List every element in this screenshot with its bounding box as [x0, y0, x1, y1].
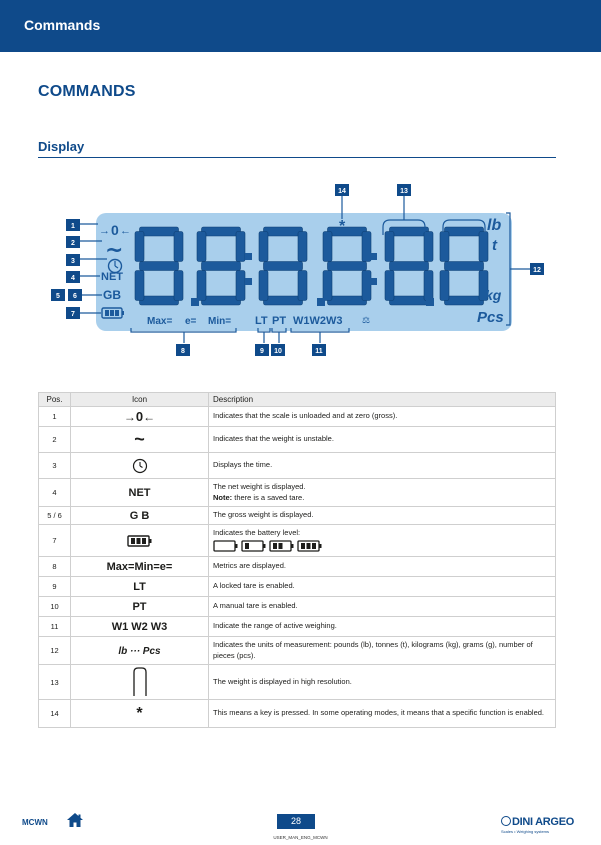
icon-text: Max=Min=e=: [106, 560, 173, 573]
zero-arrow-right-icon: ←: [120, 225, 131, 237]
table-row: [39, 557, 556, 577]
home-icon[interactable]: [66, 812, 84, 833]
row-desc-cell: [209, 597, 556, 617]
row-icon: [71, 700, 209, 728]
callout-label: 6: [73, 292, 77, 300]
lcd-segment: [440, 232, 449, 262]
table-row: [39, 597, 556, 617]
lcd-segment: [135, 232, 144, 262]
row-description: The weight is displayed in high resolution.: [213, 676, 352, 686]
lcd-segment: [236, 232, 245, 262]
row-description: Indicates that the weight is unstable.: [213, 434, 334, 444]
row-desc-cell: [209, 407, 556, 427]
lcd-pcs: Pcs: [477, 309, 504, 326]
lcd-kg: kg: [485, 287, 502, 303]
header-bar: [0, 0, 601, 52]
lcd-segment: [236, 271, 245, 301]
asterisk-icon: *: [136, 704, 143, 722]
row-pos: 11: [39, 617, 71, 637]
row-pos: 4: [39, 479, 71, 507]
row-desc-cell: [209, 637, 556, 665]
row-icon: [71, 637, 209, 665]
commands-table: [38, 392, 556, 728]
page-title: COMMANDS: [38, 83, 136, 100]
lcd-segment: [264, 262, 303, 271]
lcd-diagram: [0, 165, 601, 375]
company-logo: [501, 812, 574, 834]
row-desc-cell: [209, 557, 556, 577]
lcd-segment: [140, 227, 179, 236]
row-icon: [71, 617, 209, 637]
lcd-min: Min=: [208, 316, 232, 327]
lcd-segment: [362, 232, 371, 262]
table-body: [39, 407, 556, 728]
lcd-segment: [174, 271, 183, 301]
header-icon: Icon: [71, 393, 209, 407]
icon-text: PT: [132, 600, 147, 613]
callout-label: 8: [181, 347, 185, 355]
lcd-segment: [140, 296, 179, 305]
callout-label: 11: [315, 347, 323, 355]
row-pos: 5 / 6: [39, 507, 71, 525]
row-description: The net weight is displayed.: [213, 482, 306, 492]
table-row: [39, 617, 556, 637]
table-row: [39, 700, 556, 728]
row-pos: 8: [39, 557, 71, 577]
row-icon: [71, 427, 209, 453]
battery-level-3-icon: [297, 539, 323, 553]
lcd-segment: [362, 271, 371, 301]
row-desc-cell: [209, 617, 556, 637]
row-pos: 9: [39, 577, 71, 597]
lcd-segment: [264, 227, 303, 236]
colon-dot: [245, 253, 252, 260]
lcd-gb: GB: [103, 288, 121, 302]
doc-code: USER_MAN_ENG_MCWN: [273, 835, 328, 840]
callout-label: 1: [71, 222, 75, 230]
lcd-t: t: [492, 237, 497, 254]
lcd-segment: [390, 227, 429, 236]
header-desc: Description: [209, 393, 556, 407]
row-desc-cell: [209, 479, 556, 507]
row-pos: 10: [39, 597, 71, 617]
page-number: 28: [277, 814, 315, 829]
battery-levels: [213, 541, 325, 550]
row-description: This means a key is pressed. In some operating modes, it means that a specific function is enabled.: [213, 708, 545, 718]
row-pos: 3: [39, 453, 71, 479]
row-description: A manual tare is enabled.: [213, 601, 298, 611]
icon-text: G B: [129, 509, 150, 522]
colon-dot: [245, 278, 252, 285]
table-row: [39, 407, 556, 427]
high-resolution-icon: [131, 667, 149, 697]
icon-text: LT: [133, 580, 146, 593]
row-desc-cell: [209, 700, 556, 728]
callout-label: 14: [338, 187, 346, 195]
lcd-segment: [328, 227, 367, 236]
row-icon: [71, 557, 209, 577]
table-row: [39, 637, 556, 665]
table-row: [39, 427, 556, 453]
lcd-asterisk: *: [339, 218, 346, 235]
battery-level-0-icon: [213, 539, 239, 553]
row-desc-cell: [209, 525, 556, 557]
row-note-label: Note:: [213, 492, 233, 502]
zero-arrow-left-icon: →: [99, 225, 110, 237]
callout-label: 5: [56, 292, 60, 300]
footer-brand: MCWN: [22, 818, 48, 827]
lcd-max: Max=: [147, 316, 173, 327]
row-description: Indicates the battery level:: [213, 528, 301, 538]
lcd-lb: lb: [487, 217, 502, 234]
row-description: Metrics are displayed.: [213, 561, 286, 571]
table-row: [39, 479, 556, 507]
row-icon: [71, 597, 209, 617]
colon-dot: [370, 253, 377, 260]
table-row: [39, 525, 556, 557]
clock-icon: [132, 458, 148, 474]
row-pos: 13: [39, 665, 71, 700]
callout-label: 7: [71, 310, 75, 318]
lcd-segment: [390, 296, 429, 305]
units-icon: lb ··· Pcs: [118, 645, 161, 657]
lcd-segment: [135, 271, 144, 301]
lcd-segment: [259, 232, 268, 262]
lcd-segment: [197, 232, 206, 262]
lcd-tilde: ~: [105, 238, 124, 263]
lcd-segment: [202, 262, 241, 271]
row-icon: [71, 407, 209, 427]
lcd-segment: [323, 232, 332, 262]
table-row: [39, 453, 556, 479]
row-description: A locked tare is enabled.: [213, 581, 295, 591]
row-pos: 14: [39, 700, 71, 728]
row-desc-cell: [209, 427, 556, 453]
lcd-segment: [298, 232, 307, 262]
battery-full-icon: [127, 534, 153, 548]
icon-text: W1 W2 W3: [111, 620, 168, 633]
row-icon: [71, 525, 209, 557]
callout-label: 13: [400, 187, 408, 195]
row-description: Indicates that the scale is unloaded and at zero (gross).: [213, 411, 398, 421]
lcd-net: NET: [101, 271, 123, 283]
zero-icon: →0←: [123, 409, 156, 424]
lcd-segment: [385, 232, 394, 262]
section-title: Display: [38, 139, 85, 154]
lcd-e: e=: [185, 316, 197, 327]
home-icon-svg[interactable]: [66, 812, 84, 828]
row-icon: [71, 507, 209, 525]
header-pos: Pos.: [39, 393, 71, 407]
logo-text: [501, 816, 574, 828]
lcd-segment: [197, 271, 206, 301]
row-note: there is a saved tare.: [232, 492, 305, 502]
lcd-segment: [202, 296, 241, 305]
decimal-point: [317, 298, 325, 306]
header-title: Commands: [24, 17, 101, 33]
row-description: Displays the time.: [213, 460, 273, 470]
colon-dot: [370, 278, 377, 285]
lcd-segment: [259, 271, 268, 301]
logo-subtitle: Scales • Weighing systems: [501, 829, 550, 834]
section-divider: [38, 157, 556, 158]
row-description: The gross weight is displayed.: [213, 510, 314, 520]
icon-text: NET: [128, 486, 151, 499]
lcd-segment: [140, 262, 179, 271]
decimal-point: [426, 298, 434, 306]
decimal-point: [191, 298, 199, 306]
callout-label: 10: [274, 347, 282, 355]
callout-label: 9: [260, 347, 264, 355]
row-pos: 12: [39, 637, 71, 665]
row-pos: 1: [39, 407, 71, 427]
lcd-segment: [424, 232, 433, 262]
lcd-lt: LT: [255, 315, 268, 327]
lcd-segment: [479, 232, 488, 262]
lcd-segment: [174, 232, 183, 262]
row-icon: [71, 479, 209, 507]
logo-name: DINI ARGEO: [512, 816, 574, 828]
battery-level-2-icon: [269, 539, 295, 553]
callout-label: 12: [533, 266, 541, 274]
lcd-svg: [0, 165, 601, 375]
lcd-segment: [328, 262, 367, 271]
row-pos: 7: [39, 525, 71, 557]
row-desc-cell: [209, 507, 556, 525]
lcd-zero: 0: [111, 222, 119, 238]
lcd-segment: [390, 262, 429, 271]
row-pos: 2: [39, 427, 71, 453]
lcd-segment: [424, 271, 433, 301]
row-description: Indicates the units of measurement: pounds (lb), tonnes (t), kilograms (kg), grams (g), number of pieces (pcs).: [213, 640, 533, 660]
balance-icon: ⚖: [362, 315, 371, 325]
unstable-icon: ~: [134, 429, 145, 449]
lcd-segment: [202, 227, 241, 236]
lcd-w: W1W2W3: [293, 315, 343, 327]
row-description: Indicate the range of active weighing.: [213, 621, 337, 631]
row-icon: [71, 453, 209, 479]
lcd-segment: [440, 271, 449, 301]
lcd-segment: [445, 262, 484, 271]
table-header-row: [39, 393, 556, 407]
row-desc-cell: [209, 665, 556, 700]
row-icon: [71, 665, 209, 700]
table-row: [39, 577, 556, 597]
lcd-segment: [323, 271, 332, 301]
lcd-segment: [445, 227, 484, 236]
lcd-segment: [298, 271, 307, 301]
row-icon: [71, 577, 209, 597]
callout-label: 2: [71, 239, 75, 247]
logo-mark-icon: [501, 816, 511, 826]
battery-level-1-icon: [241, 539, 267, 553]
lcd-segment: [264, 296, 303, 305]
table-row: [39, 665, 556, 700]
callout-label: 4: [71, 274, 75, 282]
row-desc-cell: [209, 577, 556, 597]
row-desc-cell: [209, 453, 556, 479]
lcd-segment: [445, 296, 484, 305]
lcd-segment: [385, 271, 394, 301]
lcd-segment: [328, 296, 367, 305]
callout-label: 3: [71, 257, 75, 265]
lcd-pt: PT: [272, 315, 287, 327]
table-row: [39, 507, 556, 525]
